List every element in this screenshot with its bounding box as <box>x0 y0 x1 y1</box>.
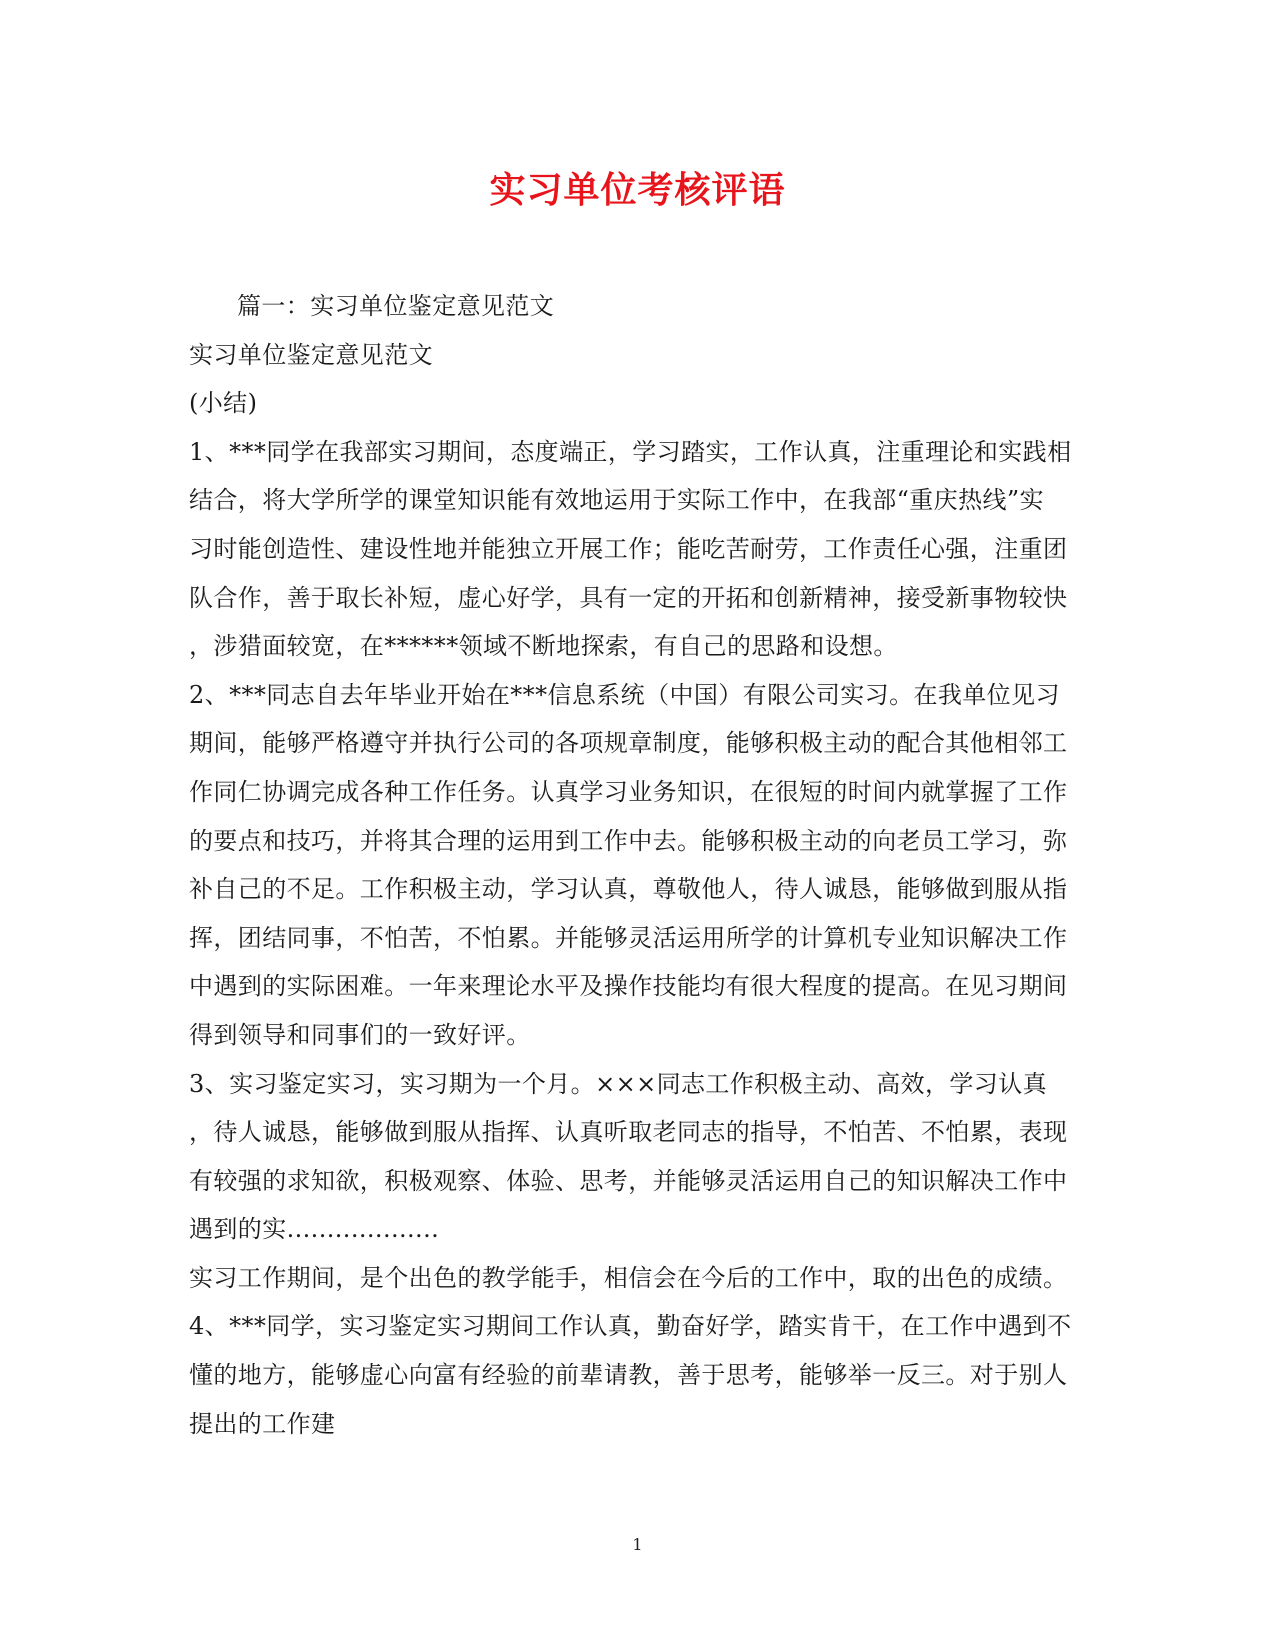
body-line: 中遇到的实际困难。一年来理论水平及操作技能均有很大程度的提高。在见习期间 <box>189 972 1068 1001</box>
body-line: 实习单位鉴定意见范文 <box>189 340 433 369</box>
body-line: 的要点和技巧，并将其合理的运用到工作中去。能够积极主动的向老员工学习，弥 <box>189 826 1068 855</box>
body-line: 习时能创造性、建设性地并能独立开展工作；能吃苦耐劳，工作责任心强，注重团 <box>189 534 1068 563</box>
body-line: 结合，将大学所学的课堂知识能有效地运用于实际工作中，在我部“重庆热线”实 <box>189 486 1044 515</box>
document-body <box>189 282 1089 1448</box>
body-line: 3、实习鉴定实习，实习期为一个月。×××同志工作积极主动、高效，学习认真 <box>189 1069 1047 1098</box>
body-line: 补自己的不足。工作积极主动，学习认真，尊敬他人，待人诚恳，能够做到服从指 <box>189 875 1068 904</box>
body-line: 有较强的求知欲，积极观察、体验、思考，并能够灵活运用自己的知识解决工作中 <box>189 1166 1068 1195</box>
page-number: 1 <box>632 1535 643 1554</box>
body-line: ，涉猎面较宽，在******领域不断地探索，有自己的思路和设想。 <box>189 632 898 661</box>
body-line: 实习工作期间，是个出色的教学能手，相信会在今后的工作中，取的出色的成绩。 <box>189 1263 1068 1292</box>
body-line: 挥，团结同事，不怕苦，不怕累。并能够灵活运用所学的计算机专业知识解决工作 <box>189 923 1068 952</box>
body-line: (小结) <box>189 389 258 418</box>
body-line: 2、***同志自去年毕业开始在***信息系统（中国）有限公司实习。在我单位见习 <box>189 680 1060 709</box>
body-line: 得到领导和同事们的一致好评。 <box>189 1020 531 1049</box>
body-line: 遇到的实................... <box>189 1215 440 1244</box>
body-line: 4、***同学，实习鉴定实习期间工作认真，勤奋好学，踏实肯干，在工作中遇到不 <box>189 1312 1072 1341</box>
body-line: 提出的工作建 <box>189 1409 336 1438</box>
body-line: ，待人诚恳，能够做到服从指挥、认真听取老同志的指导，不怕苦、不怕累，表现 <box>189 1118 1068 1147</box>
body-line: 懂的地方，能够虚心向富有经验的前辈请教，善于思考，能够举一反三。对于别人 <box>189 1361 1068 1390</box>
body-line: 队合作，善于取长补短，虚心好学，具有一定的开拓和创新精神，接受新事物较快 <box>189 583 1068 612</box>
document-title: 实习单位考核评语 <box>489 169 786 211</box>
body-line: 1、***同学在我部实习期间，态度端正，学习踏实，工作认真，注重理论和实践相 <box>189 437 1072 466</box>
body-line: 篇一：实习单位鉴定意见范文 <box>237 292 555 320</box>
body-line: 期间，能够严格遵守并执行公司的各项规章制度，能够积极主动的配合其他相邻工 <box>189 729 1068 758</box>
body-line: 作同仁协调完成各种工作任务。认真学习业务知识，在很短的时间内就掌握了工作 <box>189 777 1068 806</box>
